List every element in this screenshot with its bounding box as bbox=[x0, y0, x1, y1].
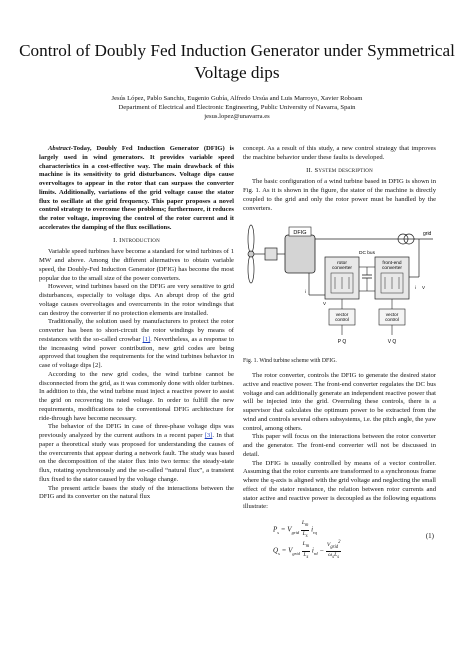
eq-sign: = bbox=[281, 546, 287, 555]
paragraph: However, wind turbines based on the DFIG are very sensitive to grid disturbances, especially to voltage dips. An abrupt drop of the grid voltage causes overvoltages and overcurrents in the rotor windings that can destroy the converter if no protection elements are installed. bbox=[39, 283, 234, 317]
paragraph: The rotor converter, controls the DFIG to generate the desired stator active and reactive power. The front-end converter regulates the DC bus voltage and can additionally generate an independent reactive power that will be injected into the grid. Overruling these controls, there is a supervisor that calculates the optimum power to be extracted from the wind and controls several others subsystems, i.e. the pitch angle, the yaw control, among others. bbox=[243, 372, 436, 432]
authors-line: Jesús López, Pablo Sanchis, Eugenio Gubía, Alfredo Ursúa and Luis Marroyo, Xavier Roboam bbox=[111, 95, 363, 102]
affiliation-line: Department of Electrical and Electronic Engineering, Public University of Navarra, Spain bbox=[118, 104, 356, 111]
dfig-label: DFIG bbox=[293, 230, 307, 237]
eq-symbol: Q bbox=[273, 546, 279, 555]
grid-label: grid bbox=[423, 231, 432, 238]
gearbox-icon bbox=[265, 248, 277, 260]
paragraph-text: Traditionally, the solution used by manufacturers to protect the rotor converter has been to short-circuit the rotor windings by means of resistances with the so-called crowbar bbox=[39, 318, 234, 343]
citation-link[interactable]: [1] bbox=[142, 335, 151, 343]
front-end-converter-label: converter bbox=[382, 266, 402, 272]
vector-control-label: vector bbox=[335, 312, 349, 318]
equation-number: (1) bbox=[425, 532, 434, 540]
paragraph-text: . Nevertheless, as a response to the increasing wind power contribution, new grid codes are being approved that toughen the requirements for the wind turbines behavior in case of voltage dips [2]. bbox=[39, 335, 235, 369]
right-column bbox=[243, 145, 436, 564]
paragraph: concept. As a result of this study, a new control strategy that improves the machine behavior under these faults is developed. bbox=[243, 145, 436, 161]
vector-control-label: vector bbox=[385, 312, 399, 318]
equation-p-line: $P_s = V_{grid}$ $\frac{L_m}{L_s}$ $i_{rq}$ bbox=[273, 520, 317, 539]
rotor-voltage-label: V bbox=[323, 301, 327, 307]
citation-link[interactable]: [3] bbox=[204, 432, 213, 439]
equation-1 bbox=[243, 516, 436, 560]
paragraph-text: . In that paper a theoretical study was proposed for understanding the causes of the overcurrents that appear during a network fault. The study was based on the decomposition of the stator flux into two terms: the steady-state flux, rotating synchronously and the so-called “natural flux”, a transient flux fixed to the stator caused by the voltage change. bbox=[39, 432, 234, 483]
rotor-current-label: i bbox=[305, 289, 306, 295]
turbine-rotor-icon bbox=[248, 225, 265, 283]
paragraph: The DFIG is usually controlled by means of a vector controller. Assuming that the rotor currents are transformed to a synchronous frame where the q-axis is aligned with the grid voltage and neglecting the small effect of the stator resistance, the relation between rotor currents and stator active and reactive power is decoupled as the following equations illustrate: bbox=[243, 459, 436, 511]
eq-fraction: $\frac{L_m}{L_s}$ bbox=[302, 540, 310, 560]
figure-caption: Fig. 1. Wind turbine scheme with DFIG. bbox=[243, 358, 337, 365]
eq-fraction: $\frac{V_{grid}^2}{\omega_sL_s}$ bbox=[326, 540, 341, 561]
section-heading-system: II. System description bbox=[306, 166, 373, 174]
eq-symbol: P bbox=[273, 525, 278, 534]
figure-wind-turbine-scheme bbox=[243, 217, 436, 355]
author-block bbox=[20, 94, 454, 121]
grid-setpoint-labels: V Q bbox=[387, 339, 397, 346]
paragraph: According to the new grid codes, the wind turbine cannot be disconnected from the grid, as it was commonly done with older turbines. In addition to this, the wind turbine must inject a reactive power to assist the grid on recovering its rated voltage. In order to fulfill the new requirements, modifications to the conventional DFIG architecture for ride-through have become necessary. bbox=[39, 370, 234, 422]
email-line: jesus.lopez@unavarra.es bbox=[204, 113, 270, 120]
section-heading-intro: I. Introduction bbox=[113, 236, 160, 244]
wind-turbine-diagram bbox=[243, 217, 436, 355]
abstract-label: Abstract bbox=[48, 145, 71, 152]
vector-control-label: control bbox=[385, 317, 399, 323]
paragraph bbox=[39, 318, 234, 371]
vector-control-label: control bbox=[335, 317, 349, 323]
dfig-machine-icon bbox=[285, 235, 315, 273]
equation-q-line: $Q_s = V_{grid}$ $\frac{L_m}{L_s}$ $i_{rd}$ − $\frac{V_{grid}^2}{\omega_sL_s}$ bbox=[273, 540, 341, 561]
paper-title: Control of Doubly Fed Induction Generator under Symmetrical Voltage dips bbox=[19, 41, 455, 82]
paragraph: The basic configuration of a wind turbine based in DFIG is shown in Fig. 1. As it is shown in the figure, the stator of the machine is directly coupled to the grid and only the rotor power must be handled by the converters. bbox=[243, 178, 436, 212]
rotor-converter-label: converter bbox=[332, 266, 352, 272]
eq-sign: = bbox=[280, 525, 286, 534]
eq-fraction: $\frac{L_m}{L_s}$ bbox=[301, 520, 309, 539]
abstract-text: -Today, Doubly Fed Induction Generator (DFIG) is largely used in wind generators. It provides variable speed characteristics in a cost-effective way. The main drawback of this machine is its sensitivity to grid disturbances. Voltage dips cause overvoltages to appear in the rotor that can surpass the converter limits. Additionally, variations of the grid voltage cause the stator flux to oscillate at the grid frequency. This paper proposes a novel control strategy to overcome these problems; furthermore, it reduces the rotor voltage, improving the control of the rotor current and it accelerates the damping of the flux oscillations. bbox=[39, 145, 234, 231]
paragraph: Variable speed turbines have become a standard for wind turbines of 1 MW and above. Among the different alternatives to obtain variable speed, the Doubly-Fed Induction Generator (DFIG) has become the most popular due to the small size of the power converters. bbox=[39, 248, 234, 282]
grid-voltage-label: V bbox=[422, 285, 426, 291]
paragraph-text: The behavior of the DFIG in case of three-phase voltage dips was previously analyzed by the current authors in a recent paper bbox=[39, 423, 234, 439]
dc-bus-label: DC bus bbox=[359, 251, 375, 257]
left-column bbox=[39, 145, 234, 502]
abstract bbox=[39, 145, 234, 233]
paragraph: The present article bases the study of the interactions between the DFIG and its converter on the natural flux bbox=[39, 484, 234, 501]
rotor-converter-label: rotor bbox=[337, 261, 347, 267]
front-end-converter-label: front-end bbox=[382, 261, 402, 267]
paragraph bbox=[39, 423, 234, 484]
paragraph: This paper will focus on the interactions between the rotor converter and the generator. The front-end converter will not be discussed in detail. bbox=[243, 433, 436, 458]
rotor-setpoint-labels: P Q bbox=[337, 339, 347, 346]
grid-current-label: i bbox=[415, 285, 416, 291]
